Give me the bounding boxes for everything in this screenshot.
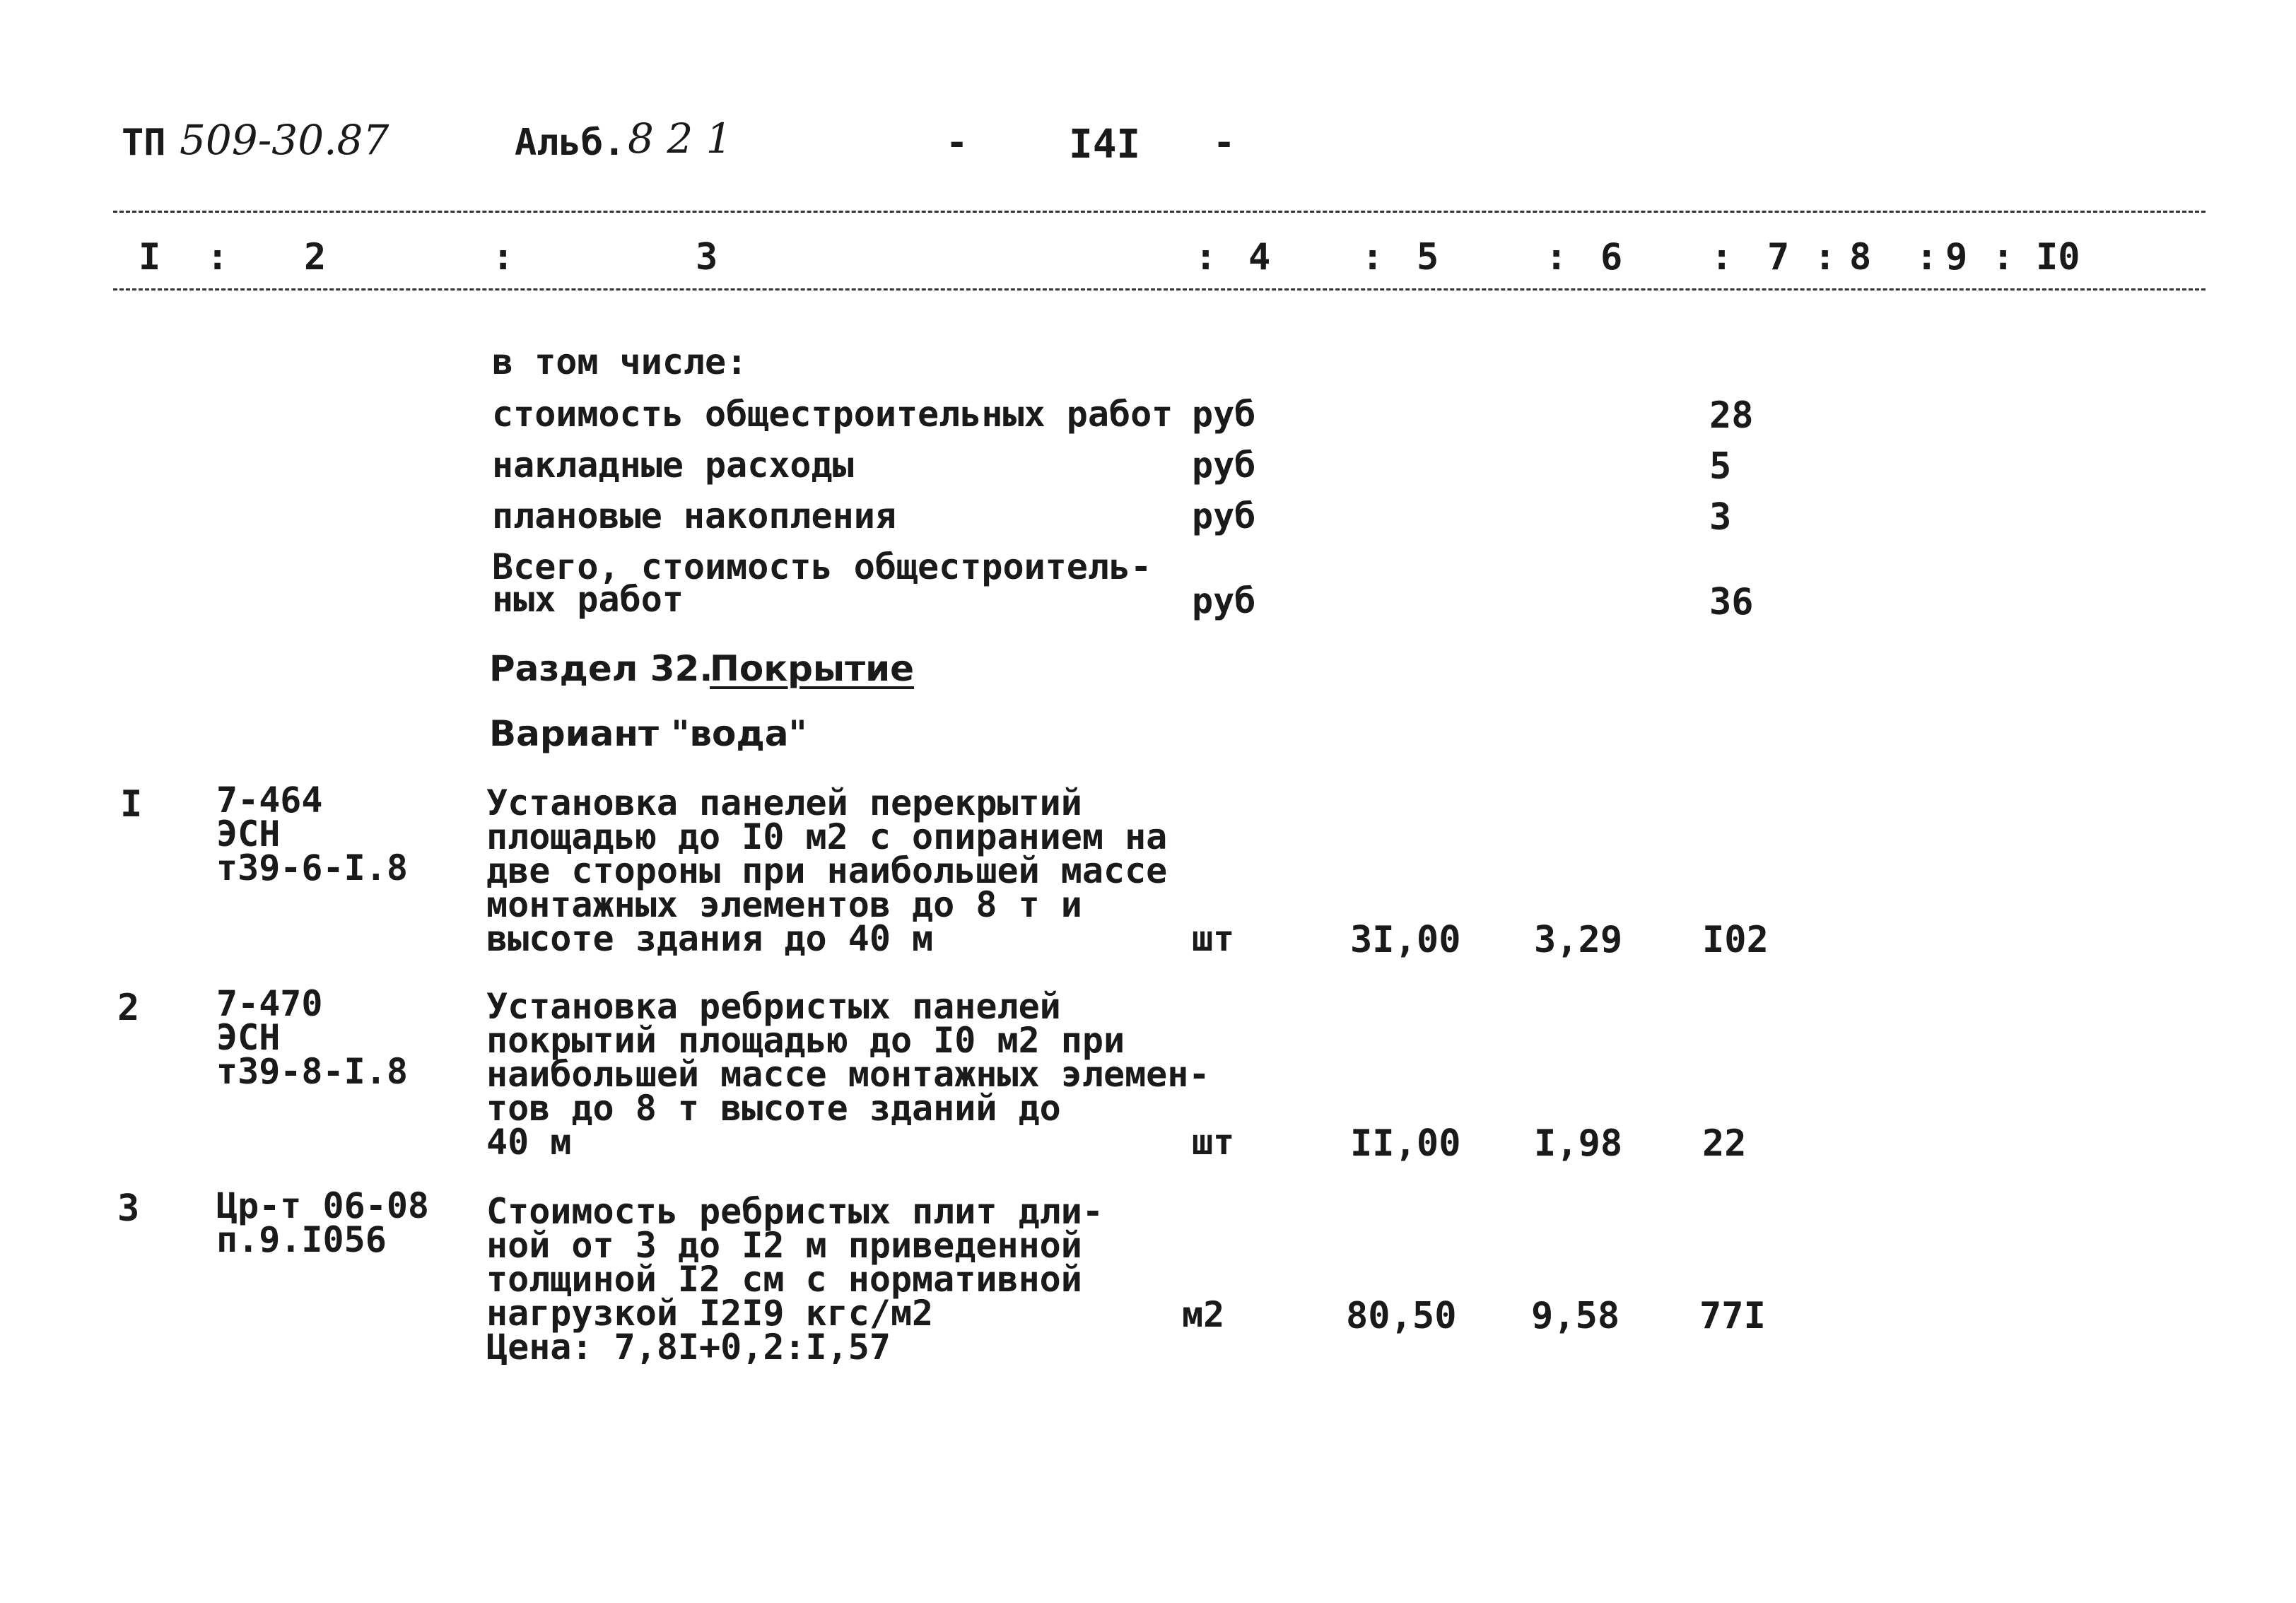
row-number: I bbox=[120, 783, 143, 826]
col-sep: : bbox=[1195, 236, 1217, 278]
col-header-10: I0 bbox=[2036, 236, 2080, 278]
col-header-8: 8 bbox=[1849, 236, 1872, 278]
row-desc-line: монтажных элементов до 8 т и bbox=[486, 884, 1082, 925]
row-desc-line: толщиной I2 см с нормативной bbox=[486, 1259, 1082, 1300]
row-price: I,98 bbox=[1534, 1122, 1623, 1165]
col-sep: : bbox=[1814, 236, 1837, 278]
header-dash-right: - bbox=[1213, 122, 1236, 164]
row-desc-line: Установка панелей перекрытий bbox=[486, 782, 1082, 823]
col-sep: : bbox=[1992, 236, 2015, 278]
row-quantity: 80,50 bbox=[1346, 1295, 1457, 1337]
col-sep: : bbox=[492, 236, 515, 278]
row-quantity: II,00 bbox=[1350, 1122, 1461, 1165]
section-title: Покрытие bbox=[710, 648, 915, 689]
tp-prefix: ТП bbox=[122, 122, 166, 164]
col-header-2: 2 bbox=[304, 236, 327, 278]
subtotal-unit: руб bbox=[1192, 394, 1256, 435]
row-price: 3,29 bbox=[1534, 919, 1623, 961]
row-quantity: 3I,00 bbox=[1350, 919, 1461, 961]
col-header-1: I bbox=[139, 236, 161, 278]
col-sep: : bbox=[1361, 236, 1384, 278]
album-number: 8 2 1 bbox=[628, 114, 732, 163]
subtotal-value: 5 bbox=[1709, 445, 1732, 488]
row-desc-line: Цена: 7,8I+0,2:I,57 bbox=[486, 1327, 891, 1368]
col-header-5: 5 bbox=[1417, 236, 1439, 278]
row-desc-line: нагрузкой I2I9 кгс/м2 bbox=[486, 1293, 934, 1334]
subtotal-value: 28 bbox=[1709, 394, 1754, 437]
row-code-line: Цр-т 06-08 bbox=[216, 1185, 430, 1226]
col-header-6: 6 bbox=[1600, 236, 1623, 278]
row-code-line: п.9.I056 bbox=[216, 1219, 387, 1260]
row-code-line: т39-8-I.8 bbox=[216, 1051, 408, 1092]
row-price: 9,58 bbox=[1531, 1295, 1620, 1337]
row-unit: шт bbox=[1192, 918, 1235, 959]
total-value: 36 bbox=[1709, 581, 1754, 623]
row-desc-line: ной от 3 до I2 м приведенной bbox=[486, 1225, 1082, 1266]
col-sep: : bbox=[1916, 236, 1938, 278]
subtotal-label: накладные расходы bbox=[492, 445, 854, 486]
subtotal-intro: в том числе: bbox=[492, 341, 748, 382]
col-header-9: 9 bbox=[1945, 236, 1968, 278]
header-dash-left: - bbox=[946, 122, 968, 164]
header-top-rule bbox=[113, 211, 2206, 213]
col-sep: : bbox=[1545, 236, 1568, 278]
col-header-4: 4 bbox=[1248, 236, 1271, 278]
row-code-line: 7-464 bbox=[216, 780, 323, 821]
col-header-3: 3 bbox=[696, 236, 718, 278]
col-sep: : bbox=[1711, 236, 1733, 278]
row-total: I02 bbox=[1702, 919, 1769, 961]
section-variant: Вариант "вода" bbox=[489, 713, 807, 754]
row-desc-line: покрытий площадью до I0 м2 при bbox=[486, 1020, 1125, 1061]
row-desc-line: две стороны при наибольшей массе bbox=[486, 850, 1168, 891]
album-prefix: Альб. bbox=[515, 122, 626, 164]
total-label-line2: ных работ bbox=[492, 579, 684, 620]
row-code-line: ЭСН bbox=[216, 814, 281, 855]
row-number: 2 bbox=[117, 987, 140, 1029]
row-desc-line: площадью до I0 м2 с опиранием на bbox=[486, 816, 1168, 857]
page-number: I4I bbox=[1069, 122, 1141, 168]
total-label-line1: Всего, стоимость общестроитель- bbox=[492, 546, 1152, 587]
row-code-line: ЭСН bbox=[216, 1017, 281, 1058]
total-unit: руб bbox=[1192, 580, 1256, 621]
row-total: 22 bbox=[1702, 1122, 1747, 1165]
subtotal-unit: руб bbox=[1192, 445, 1256, 486]
row-unit: м2 bbox=[1182, 1294, 1225, 1335]
subtotal-unit: руб bbox=[1192, 495, 1256, 536]
row-number: 3 bbox=[117, 1187, 140, 1230]
section-prefix: Раздел 32. bbox=[489, 648, 713, 689]
row-desc-line: тов до 8 т высоте зданий до bbox=[486, 1088, 1061, 1129]
row-desc-line: наибольшей массе монтажных элемен- bbox=[486, 1054, 1210, 1095]
row-code-line: 7-470 bbox=[216, 983, 323, 1024]
row-desc-line: высоте здания до 40 м bbox=[486, 918, 934, 959]
subtotal-value: 3 bbox=[1709, 496, 1732, 539]
col-sep: : bbox=[206, 236, 229, 278]
row-unit: шт bbox=[1192, 1122, 1235, 1163]
row-desc-line: 40 м bbox=[486, 1122, 572, 1163]
tp-code: 509-30.87 bbox=[180, 116, 390, 164]
row-desc-line: Установка ребристых панелей bbox=[486, 986, 1061, 1027]
row-desc-line: Стоимость ребристых плит дли- bbox=[486, 1191, 1103, 1232]
row-total: 77I bbox=[1699, 1295, 1766, 1337]
row-code-line: т39-6-I.8 bbox=[216, 847, 408, 888]
header-bottom-rule bbox=[113, 288, 2206, 290]
subtotal-label: стоимость общестроительных работ bbox=[492, 394, 1173, 435]
subtotal-label: плановые накопления bbox=[492, 495, 896, 536]
col-header-7: 7 bbox=[1767, 236, 1790, 278]
